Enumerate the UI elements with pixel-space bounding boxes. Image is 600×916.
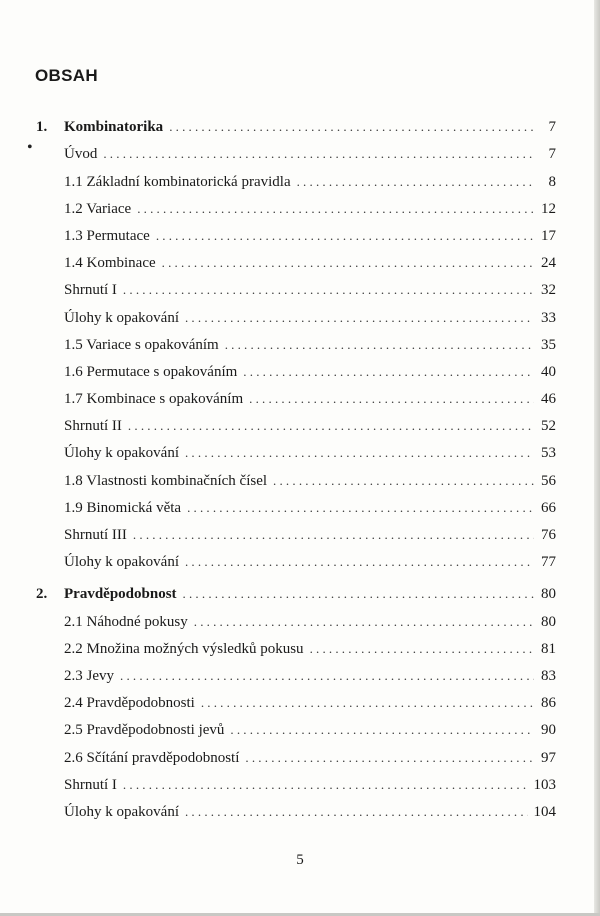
toc-entry-label: Shrnutí III [64, 527, 127, 543]
toc-page-number: 35 [541, 336, 556, 353]
table-of-contents [36, 109, 556, 821]
dot-leader [169, 118, 534, 136]
toc-entry-row [36, 354, 556, 381]
dot-leader [185, 444, 534, 462]
toc-entry-row [36, 712, 556, 739]
dot-leader [133, 526, 534, 544]
toc-entry-label: Úlohy k opakování [64, 803, 179, 820]
toc-entry-label: 1.5 Variace s opakováním [64, 336, 219, 353]
toc-entry-row [36, 163, 556, 190]
toc-entry-label: 2.4 Pravděpodobnosti [64, 695, 195, 712]
toc-page-number: 32 [541, 282, 556, 299]
page-title: OBSAH [35, 66, 98, 85]
dot-leader [185, 553, 534, 571]
toc-entry-row [36, 517, 556, 544]
toc-entry-row [36, 245, 556, 272]
toc-page-number: 17 [541, 227, 556, 244]
toc-chapter-number: 2. [36, 586, 48, 603]
toc-entry-label: 1.8 Vlastnosti kombinačních čísel [64, 472, 268, 489]
toc-entry-row [36, 435, 556, 462]
toc-entry-row [36, 136, 556, 163]
toc-page-number: 53 [541, 445, 556, 462]
toc-entry-label: 1.6 Permutace s opakováním [64, 363, 238, 380]
toc-entry-label: 2.3 Jevy [64, 667, 114, 684]
toc-page-number: 56 [541, 472, 556, 489]
toc-entry-row [36, 381, 556, 408]
dot-leader [123, 281, 534, 299]
toc-entry-row [36, 191, 556, 218]
dot-leader [183, 585, 534, 603]
toc-entry-row [36, 272, 556, 299]
toc-entry-row [36, 739, 556, 766]
dot-leader [103, 145, 534, 163]
toc-entry-row [36, 658, 556, 685]
toc-entry-label: 1.2 Variace [64, 200, 132, 217]
dot-leader [137, 200, 534, 218]
page-edge [594, 0, 600, 916]
dot-leader [230, 721, 534, 739]
dot-leader [120, 667, 534, 685]
toc-entry-row [36, 408, 556, 435]
toc-entry-label: Úvod [64, 146, 98, 163]
toc-entry-label: Shrnutí II [64, 418, 122, 435]
toc-entry-row [36, 462, 556, 489]
toc-page-number: 12 [541, 200, 556, 217]
toc-page-number: 83 [541, 667, 556, 684]
toc-page-number: 40 [541, 363, 556, 380]
toc-entry-label: 2.2 Množina možných výsledků pokusu [64, 640, 304, 657]
toc-entry-label: Úlohy k opakování [64, 309, 179, 326]
stray-bullet-mark: • [27, 139, 33, 156]
dot-leader [297, 173, 534, 191]
toc-entry-label: 2.1 Náhodné pokusy [64, 613, 188, 630]
toc-entry-row [36, 327, 556, 354]
toc-entry-label: Pravděpodobnost [64, 586, 177, 603]
toc-entry-row [36, 490, 556, 517]
toc-chapter-number: 1. [36, 119, 48, 136]
dot-leader [185, 803, 528, 821]
dot-leader [249, 390, 534, 408]
toc-page-number: 33 [541, 309, 556, 326]
toc-page-number: 103 [533, 776, 556, 793]
toc-entry-label: Úlohy k opakování [64, 554, 179, 571]
toc-page-number: 80 [541, 586, 556, 603]
dot-leader [128, 417, 534, 435]
toc-entry-row [36, 794, 556, 821]
toc-page-number: 80 [541, 613, 556, 630]
toc-entry-row [36, 603, 556, 630]
toc-page-number: 66 [541, 499, 556, 516]
toc-page-number: 86 [541, 695, 556, 712]
toc-entry-row [36, 544, 556, 571]
page-number: 5 [296, 852, 304, 868]
toc-entry-label: 1.9 Binomická věta [64, 499, 182, 516]
toc-entry-label: 1.4 Kombinace [64, 255, 156, 272]
toc-chapter-row [36, 576, 556, 603]
dot-leader [194, 613, 534, 631]
toc-entry-label: Úlohy k opakování [64, 445, 179, 462]
dot-leader [123, 776, 528, 794]
toc-page-number: 76 [541, 527, 556, 543]
toc-page-number: 77 [541, 554, 556, 571]
toc-page-number: 46 [541, 391, 556, 408]
toc-page-number: 52 [541, 418, 556, 435]
dot-leader [187, 499, 534, 517]
toc-chapter-row [36, 109, 556, 136]
dot-leader [156, 227, 534, 245]
dot-leader [162, 254, 534, 272]
dot-leader [273, 472, 534, 490]
toc-page-number: 7 [548, 146, 556, 163]
toc-entry-row [36, 767, 556, 794]
dot-leader [225, 336, 534, 354]
toc-page-number: 7 [548, 119, 556, 136]
toc-entry-label: Kombinatorika [64, 119, 164, 136]
dot-leader [310, 640, 534, 658]
toc-entry-row [36, 299, 556, 326]
toc-entry-label: 1.7 Kombinace s opakováním [64, 391, 244, 408]
dot-leader [201, 694, 534, 712]
dot-leader [245, 749, 534, 767]
toc-entry-label: 1.1 Základní kombinatorická pravidla [64, 173, 291, 190]
dot-leader [185, 309, 534, 327]
toc-entry-label: 2.6 Sčítání pravděpodobností [64, 749, 240, 766]
toc-entry-row [36, 631, 556, 658]
toc-entry-row [36, 218, 556, 245]
toc-page-number: 90 [541, 722, 556, 739]
toc-entry-label: Shrnutí I [64, 776, 117, 793]
toc-page-number: 24 [541, 255, 556, 272]
toc-page-number: 8 [548, 173, 556, 190]
toc-page-number: 81 [541, 640, 556, 657]
toc-entry-row [36, 685, 556, 712]
toc-entry-label: Shrnutí I [64, 282, 117, 299]
toc-page-number: 97 [541, 749, 556, 766]
dot-leader [243, 363, 534, 381]
toc-entry-label: 2.5 Pravděpodobnosti jevů [64, 722, 225, 739]
toc-page-number: 104 [533, 803, 556, 820]
toc-entry-label: 1.3 Permutace [64, 227, 150, 244]
